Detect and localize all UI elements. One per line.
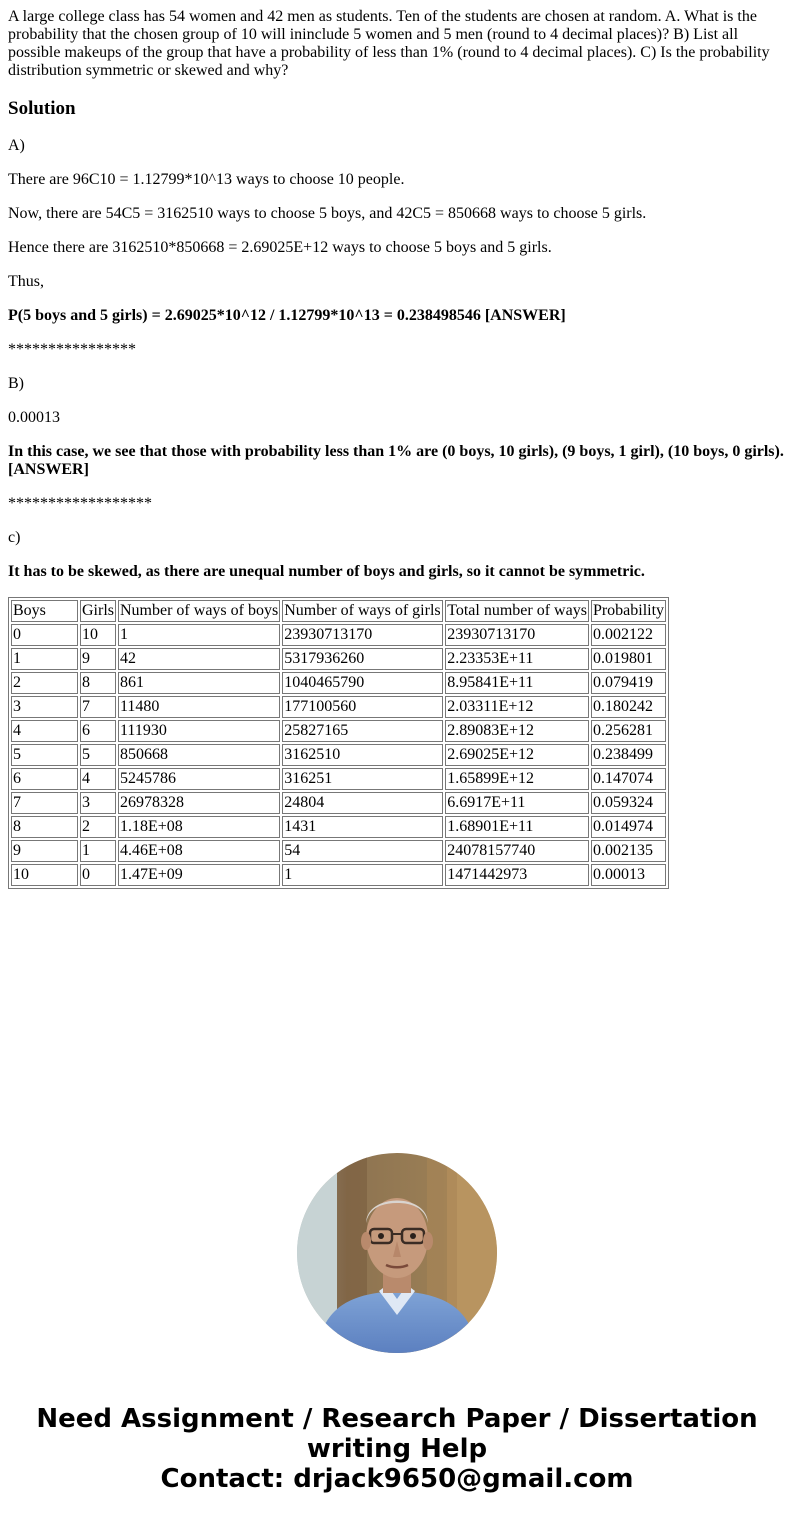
- table-cell: 8: [80, 672, 116, 694]
- table-cell: 6: [11, 768, 78, 790]
- table-row: [11, 792, 666, 814]
- table-cell: 0.147074: [591, 768, 666, 790]
- part-b-answer-text: In this case, we see that those with probability less than 1% are (0 boys, 10 girls), (9 boys, 1 girl), (10 boys, 0 girls). [ANSWER]: [8, 443, 784, 478]
- table-cell: 1471442973: [445, 864, 589, 886]
- table-cell: 0.079419: [591, 672, 666, 694]
- table-cell: 23930713170: [282, 624, 443, 646]
- table-row: [11, 696, 666, 718]
- table-cell: 0.019801: [591, 648, 666, 670]
- table-cell: 10: [11, 864, 78, 886]
- table-cell: 11480: [118, 696, 280, 718]
- table-cell: 177100560: [282, 696, 443, 718]
- table-cell: 5317936260: [282, 648, 443, 670]
- part-a-answer: [8, 307, 786, 325]
- table-cell: 4: [80, 768, 116, 790]
- table-cell: 861: [118, 672, 280, 694]
- part-a-separator: ****************: [8, 341, 136, 358]
- part-a-line-4: Thus,: [8, 273, 44, 290]
- part-b-answer: [8, 443, 786, 479]
- table-cell: 1040465790: [282, 672, 443, 694]
- table-cell: 9: [80, 648, 116, 670]
- table-cell: 0.002135: [591, 840, 666, 862]
- table-cell: 10: [80, 624, 116, 646]
- table-header-cell: Total number of ways: [445, 600, 589, 622]
- table-cell: 1.47E+09: [118, 864, 280, 886]
- table-header-cell: Probability: [591, 600, 666, 622]
- table-cell: 2.69025E+12: [445, 744, 589, 766]
- table-cell: 5: [11, 744, 78, 766]
- table-row: [11, 744, 666, 766]
- table-cell: 2: [11, 672, 78, 694]
- part-c-answer-text: It has to be skewed, as there are unequal number of boys and girls, so it cannot be symmetric.: [8, 563, 645, 580]
- table-cell: 2.03311E+12: [445, 696, 589, 718]
- table-cell: 6.6917E+11: [445, 792, 589, 814]
- table-cell: 2: [80, 816, 116, 838]
- probability-table: [8, 597, 669, 889]
- table-cell: 8: [11, 816, 78, 838]
- part-b-separator: ******************: [8, 495, 152, 512]
- table-cell: 0.256281: [591, 720, 666, 742]
- table-row: [11, 864, 666, 886]
- table-cell: 7: [80, 696, 116, 718]
- footer-line-1: Need Assignment / Research Paper / Dissertation: [36, 1404, 758, 1434]
- table-row: [11, 648, 666, 670]
- table-header-row: [11, 600, 666, 622]
- table-cell: 111930: [118, 720, 280, 742]
- table-cell: 316251: [282, 768, 443, 790]
- part-b-label: B): [8, 375, 24, 392]
- table-cell: 2.23353E+11: [445, 648, 589, 670]
- table-cell: 9: [11, 840, 78, 862]
- table-cell: 2.89083E+12: [445, 720, 589, 742]
- portrait-illustration: [297, 1153, 497, 1353]
- table-cell: 54: [282, 840, 443, 862]
- part-a-line-2: Now, there are 54C5 = 3162510 ways to choose 5 boys, and 42C5 = 850668 ways to choose 5 girls.: [8, 205, 647, 222]
- part-a-label: A): [8, 137, 25, 154]
- table-row: [11, 624, 666, 646]
- table-cell: 0.180242: [591, 696, 666, 718]
- table-cell: 0.059324: [591, 792, 666, 814]
- question-text: A large college class has 54 women and 42 men as students. Ten of the students are chosen at random. A. What is the probability that the chosen group of 10 will ininclude 5 women and 5 men (round to 4 decimal places)? B) List all possible makeups of the group that have a probability of less than 1% (round to 4 decimal places). C) Is the probability distribution symmetric or skewed and why?: [8, 8, 770, 79]
- table-cell: 5: [80, 744, 116, 766]
- part-a-line-1: There are 96C10 = 1.12799*10^13 ways to choose 10 people.: [8, 171, 405, 188]
- table-cell: 24078157740: [445, 840, 589, 862]
- part-a-answer-text: P(5 boys and 5 girls) = 2.69025*10^12 / 1.12799*10^13 = 0.238498546 [ANSWER]: [8, 307, 566, 324]
- table-cell: 26978328: [118, 792, 280, 814]
- table-cell: 1.18E+08: [118, 816, 280, 838]
- part-a-line-3: Hence there are 3162510*850668 = 2.69025E+12 ways to choose 5 boys and 5 girls.: [8, 239, 552, 256]
- part-c-answer: [8, 563, 786, 581]
- table-row: [11, 720, 666, 742]
- table-cell: 3: [11, 696, 78, 718]
- table-cell: 42: [118, 648, 280, 670]
- table-cell: 23930713170: [445, 624, 589, 646]
- table-cell: 1: [282, 864, 443, 886]
- table-cell: 1: [118, 624, 280, 646]
- table-cell: 4: [11, 720, 78, 742]
- table-cell: 7: [11, 792, 78, 814]
- table-cell: 8.95841E+11: [445, 672, 589, 694]
- table-cell: 4.46E+08: [118, 840, 280, 862]
- table-cell: 5245786: [118, 768, 280, 790]
- table-row: [11, 816, 666, 838]
- table-header-cell: Boys: [11, 600, 78, 622]
- table-header-cell: Girls: [80, 600, 116, 622]
- table-cell: 24804: [282, 792, 443, 814]
- table-cell: 1: [80, 840, 116, 862]
- table-body: [11, 600, 666, 886]
- table-header-cell: Number of ways of boys: [118, 600, 280, 622]
- table-cell: 0: [80, 864, 116, 886]
- footer-line-2: writing Help: [306, 1434, 488, 1464]
- table-cell: 3162510: [282, 744, 443, 766]
- table-row: [11, 672, 666, 694]
- table-cell: 850668: [118, 744, 280, 766]
- table-row: [11, 768, 666, 790]
- table-cell: 1.68901E+11: [445, 816, 589, 838]
- footer-banner: [0, 1404, 794, 1494]
- footer-line-3: Contact: drjack9650@gmail.com: [160, 1464, 634, 1494]
- table-cell: 0.002122: [591, 624, 666, 646]
- table-row: [11, 840, 666, 862]
- table-cell: 25827165: [282, 720, 443, 742]
- solution-heading: Solution: [8, 98, 76, 119]
- table-cell: 0.238499: [591, 744, 666, 766]
- table-cell: 3: [80, 792, 116, 814]
- table-header-cell: Number of ways of girls: [282, 600, 443, 622]
- part-b-value: 0.00013: [8, 409, 60, 426]
- table-cell: 0.00013: [591, 864, 666, 886]
- author-photo: [297, 1153, 497, 1353]
- part-c-label: c): [8, 529, 21, 546]
- table-cell: 0: [11, 624, 78, 646]
- table-cell: 0.014974: [591, 816, 666, 838]
- table-cell: 6: [80, 720, 116, 742]
- table-cell: 1431: [282, 816, 443, 838]
- table-cell: 1: [11, 648, 78, 670]
- table-cell: 1.65899E+12: [445, 768, 589, 790]
